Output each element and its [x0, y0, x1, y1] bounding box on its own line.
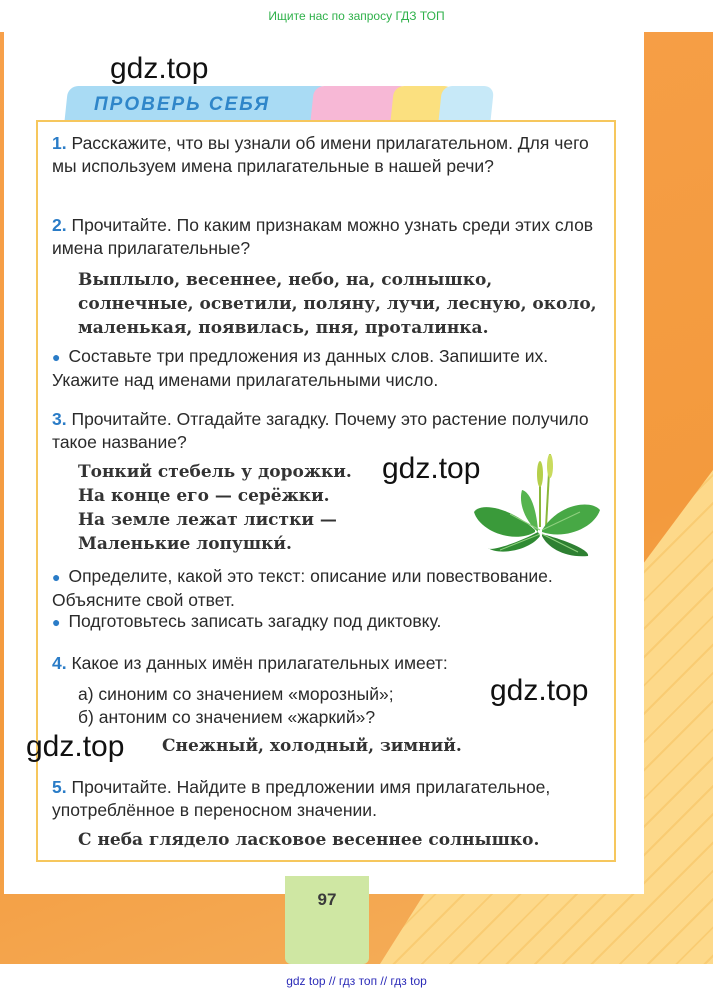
task-3 — [52, 408, 600, 454]
task-2-text: Прочитайте. По каким признакам можно узнать среди этих слов имена прилагательные? — [52, 215, 594, 258]
task-3-bullet-1-text: Определите, какой это текст: описание или повествование. Объясните свой ответ. — [52, 566, 553, 610]
task-3-number: 3. — [52, 409, 67, 429]
section-title: ПРОВЕРЬ СЕБЯ — [94, 94, 271, 115]
riddle — [78, 460, 408, 556]
task-4-text: Какое из данных имён прилагательных имеет: — [71, 653, 448, 673]
watermark: gdz.top — [110, 52, 209, 85]
top-banner[interactable]: Ищите нас по запросу ГДЗ ТОП — [268, 9, 445, 23]
task-3-text: Прочитайте. Отгадайте загадку. Почему это растение получило такое название? — [52, 409, 589, 452]
task-5 — [52, 776, 600, 822]
watermark: gdz.top — [26, 730, 125, 763]
task-4 — [52, 652, 600, 675]
watermark: gdz.top — [382, 452, 481, 485]
task-3-bullet-2-text: Подготовьтесь записать загадку под диктовку. — [68, 611, 442, 631]
riddle-line: На земле лежат листки — — [78, 510, 337, 530]
task-4-option-b: б) антоним со значением «жаркий»? — [78, 707, 376, 727]
watermark: gdz.top — [490, 674, 589, 707]
bottom-banner[interactable]: gdz top // гдз топ // гдз top — [286, 974, 427, 988]
task-5-sentence: С неба глядело ласковое весеннее солнышко. — [78, 830, 540, 850]
task-4-option-a: а) синоним со значением «морозный»; — [78, 684, 394, 704]
task-5-number: 5. — [52, 777, 67, 797]
bullet-icon: ● — [52, 614, 61, 630]
task-2 — [52, 214, 600, 260]
bullet-icon: ● — [52, 569, 61, 585]
task-2-bullet-text: Составьте три предложения из данных слов. Запишите их. Укажите над именами прилагательными число. — [52, 346, 549, 390]
task-3-bullet-1 — [52, 565, 600, 612]
task-2-words: Выплыло, весеннее, небо, на, солнышко, солнечные, осветили, поляну, лучи, лесную, около, маленькая, появилась, пня, проталинка. — [78, 270, 597, 338]
plantain-plant-illustration — [470, 452, 602, 558]
task-1-number: 1. — [52, 133, 67, 153]
task-1-text: Расскажите, что вы узнали об имени прилагательном. Для чего мы используем имена прилагательные в нашей речи? — [52, 133, 589, 176]
task-2-number: 2. — [52, 215, 67, 235]
task-4-number: 4. — [52, 653, 67, 673]
task-1 — [52, 132, 600, 178]
task-5-text: Прочитайте. Найдите в предложении имя прилагательное, употреблённое в переносном значении. — [52, 777, 551, 820]
bullet-icon: ● — [52, 349, 61, 365]
riddle-line: На конце его — серёжки. — [78, 486, 330, 506]
page-number: 97 — [317, 890, 337, 909]
task-2-bullet — [52, 345, 600, 392]
task-3-bullet-2 — [52, 610, 600, 634]
task-4-words: Снежный, холодный, зимний. — [162, 736, 462, 756]
riddle-line: Маленькие лопушки́. — [78, 534, 292, 554]
riddle-line: Тонкий стебель у дорожки. — [78, 462, 352, 482]
